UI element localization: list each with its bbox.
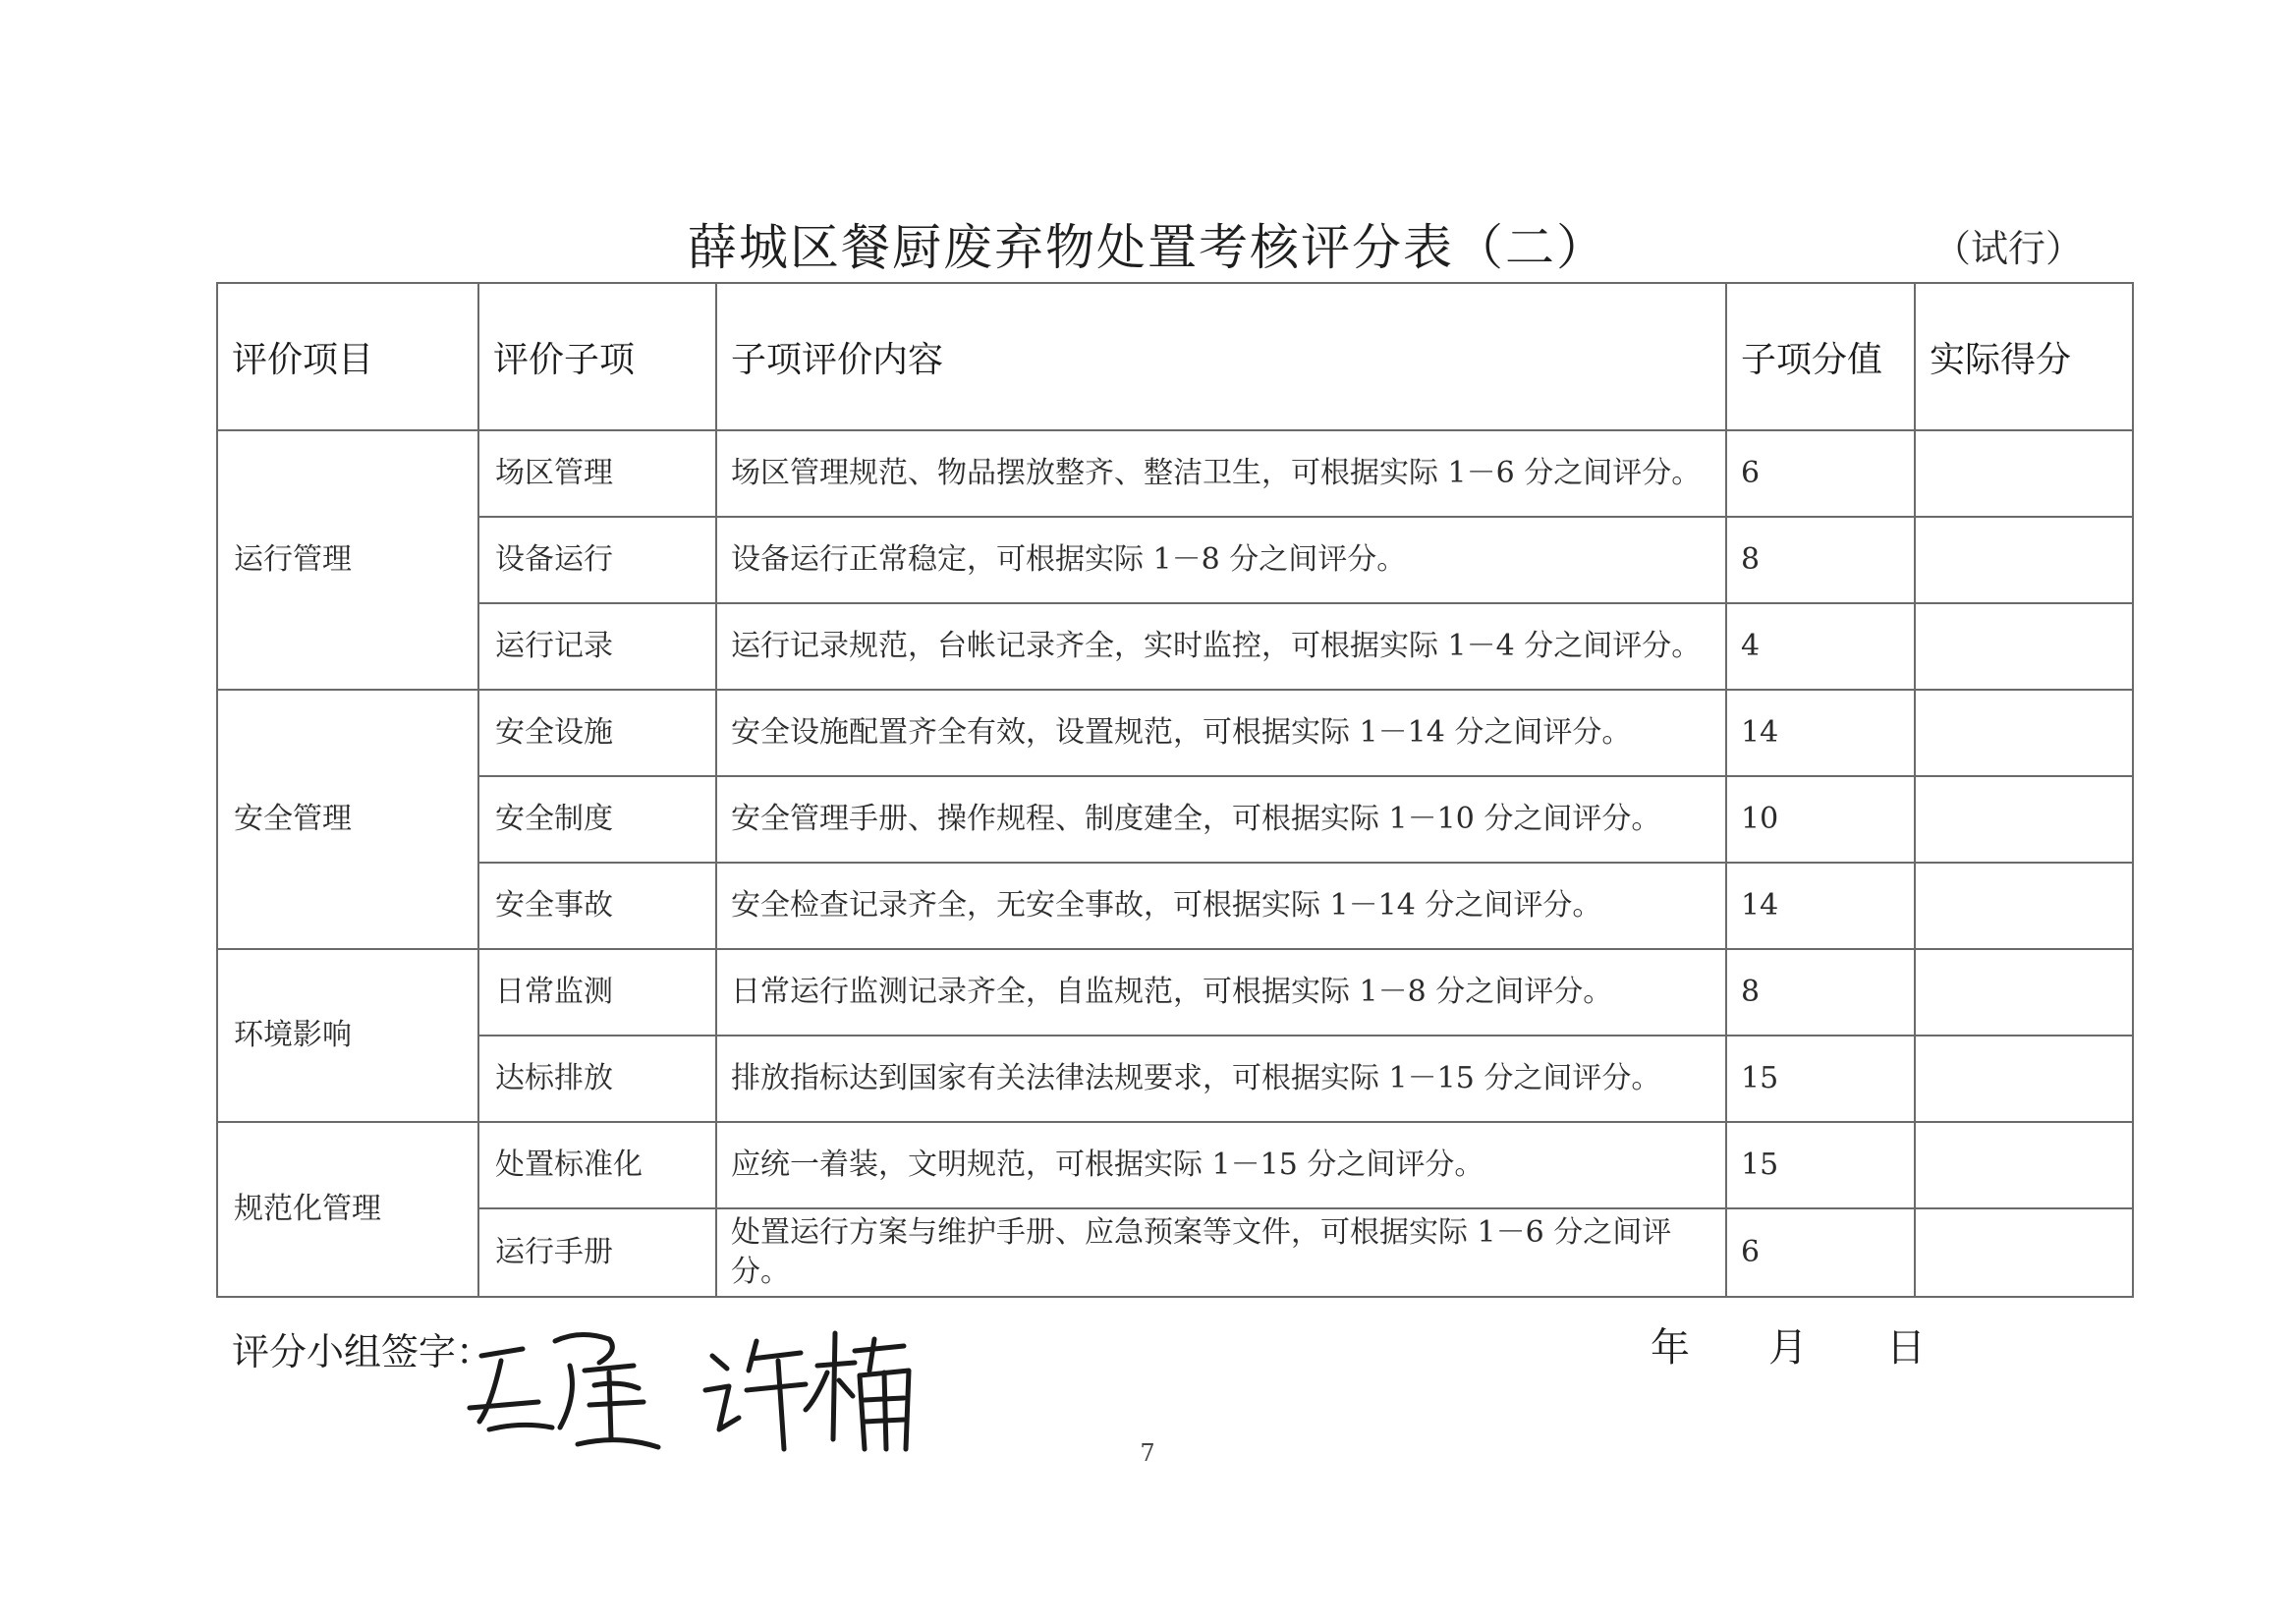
content-cell: 设备运行正常稳定，可根据实际 1－8 分之间评分。 xyxy=(716,517,1726,603)
sub-item-cell: 处置标准化 xyxy=(478,1122,716,1208)
table-header-row xyxy=(217,283,2133,430)
header-actual-score: 实际得分 xyxy=(1915,283,2133,430)
table-row xyxy=(217,1036,2133,1122)
score-value-cell: 14 xyxy=(1726,690,1915,776)
content-cell: 安全管理手册、操作规程、制度建全，可根据实际 1－10 分之间评分。 xyxy=(716,776,1726,863)
sub-item-cell: 安全制度 xyxy=(478,776,716,863)
table-row xyxy=(217,603,2133,690)
actual-score-cell[interactable] xyxy=(1915,517,2133,603)
sub-item-cell: 场区管理 xyxy=(478,430,716,517)
content-cell: 应统一着装，文明规范，可根据实际 1－15 分之间评分。 xyxy=(716,1122,1726,1208)
content-cell: 运行记录规范，台帐记录齐全，实时监控，可根据实际 1－4 分之间评分。 xyxy=(716,603,1726,690)
actual-score-cell[interactable] xyxy=(1915,690,2133,776)
content-cell: 处置运行方案与维护手册、应急预案等文件，可根据实际 1－6 分之间评分。 xyxy=(716,1208,1726,1297)
score-value-cell: 15 xyxy=(1726,1036,1915,1122)
table-row xyxy=(217,863,2133,949)
trial-tag: （试行） xyxy=(1933,227,2084,270)
content-cell: 排放指标达到国家有关法律法规要求，可根据实际 1－15 分之间评分。 xyxy=(716,1036,1726,1122)
table-row xyxy=(217,1122,2133,1208)
category-cell: 规范化管理 xyxy=(217,1122,478,1297)
score-value-cell: 15 xyxy=(1726,1122,1915,1208)
sub-item-cell: 安全事故 xyxy=(478,863,716,949)
actual-score-cell[interactable] xyxy=(1915,1036,2133,1122)
page-title: 薛城区餐厨废弃物处置考核评分表（二） xyxy=(688,219,1607,276)
table-row xyxy=(217,949,2133,1036)
actual-score-cell[interactable] xyxy=(1915,863,2133,949)
page-number: 7 xyxy=(1140,1439,1155,1467)
table-row xyxy=(217,1208,2133,1297)
score-value-cell: 4 xyxy=(1726,603,1915,690)
sub-item-cell: 运行记录 xyxy=(478,603,716,690)
actual-score-cell[interactable] xyxy=(1915,949,2133,1036)
header-sub-item: 评价子项 xyxy=(478,283,716,430)
sub-item-cell: 日常监测 xyxy=(478,949,716,1036)
table-row xyxy=(217,430,2133,517)
table-row xyxy=(217,517,2133,603)
content-cell: 安全设施配置齐全有效，设置规范，可根据实际 1－14 分之间评分。 xyxy=(716,690,1726,776)
actual-score-cell[interactable] xyxy=(1915,1208,2133,1297)
actual-score-cell[interactable] xyxy=(1915,430,2133,517)
date-line xyxy=(1651,1316,1926,1372)
actual-score-cell[interactable] xyxy=(1915,776,2133,863)
header-score-value: 子项分值 xyxy=(1726,283,1915,430)
sub-item-cell: 达标排放 xyxy=(478,1036,716,1122)
header-content: 子项评价内容 xyxy=(716,283,1726,430)
score-value-cell: 6 xyxy=(1726,430,1915,517)
score-value-cell: 6 xyxy=(1726,1208,1915,1297)
header-category: 评价项目 xyxy=(217,283,478,430)
content-cell: 安全检查记录齐全，无安全事故，可根据实际 1－14 分之间评分。 xyxy=(716,863,1726,949)
table-row xyxy=(217,776,2133,863)
category-cell: 安全管理 xyxy=(217,690,478,949)
score-table xyxy=(216,282,2134,1298)
content-cell: 场区管理规范、物品摆放整齐、整洁卫生，可根据实际 1－6 分之间评分。 xyxy=(716,430,1726,517)
score-value-cell: 10 xyxy=(1726,776,1915,863)
actual-score-cell[interactable] xyxy=(1915,1122,2133,1208)
sign-label: 评分小组签字： xyxy=(232,1330,494,1373)
sub-item-cell: 设备运行 xyxy=(478,517,716,603)
category-cell: 环境影响 xyxy=(217,949,478,1122)
date-year-label: 年 xyxy=(1651,1325,1690,1371)
date-month-label: 月 xyxy=(1768,1325,1808,1371)
score-value-cell: 14 xyxy=(1726,863,1915,949)
content-cell: 日常运行监测记录齐全，自监规范，可根据实际 1－8 分之间评分。 xyxy=(716,949,1726,1036)
date-day-label: 日 xyxy=(1886,1325,1926,1371)
score-value-cell: 8 xyxy=(1726,949,1915,1036)
table-row xyxy=(217,690,2133,776)
category-cell: 运行管理 xyxy=(217,430,478,690)
score-value-cell: 8 xyxy=(1726,517,1915,603)
sub-item-cell: 安全设施 xyxy=(478,690,716,776)
sub-item-cell: 运行手册 xyxy=(478,1208,716,1297)
actual-score-cell[interactable] xyxy=(1915,603,2133,690)
